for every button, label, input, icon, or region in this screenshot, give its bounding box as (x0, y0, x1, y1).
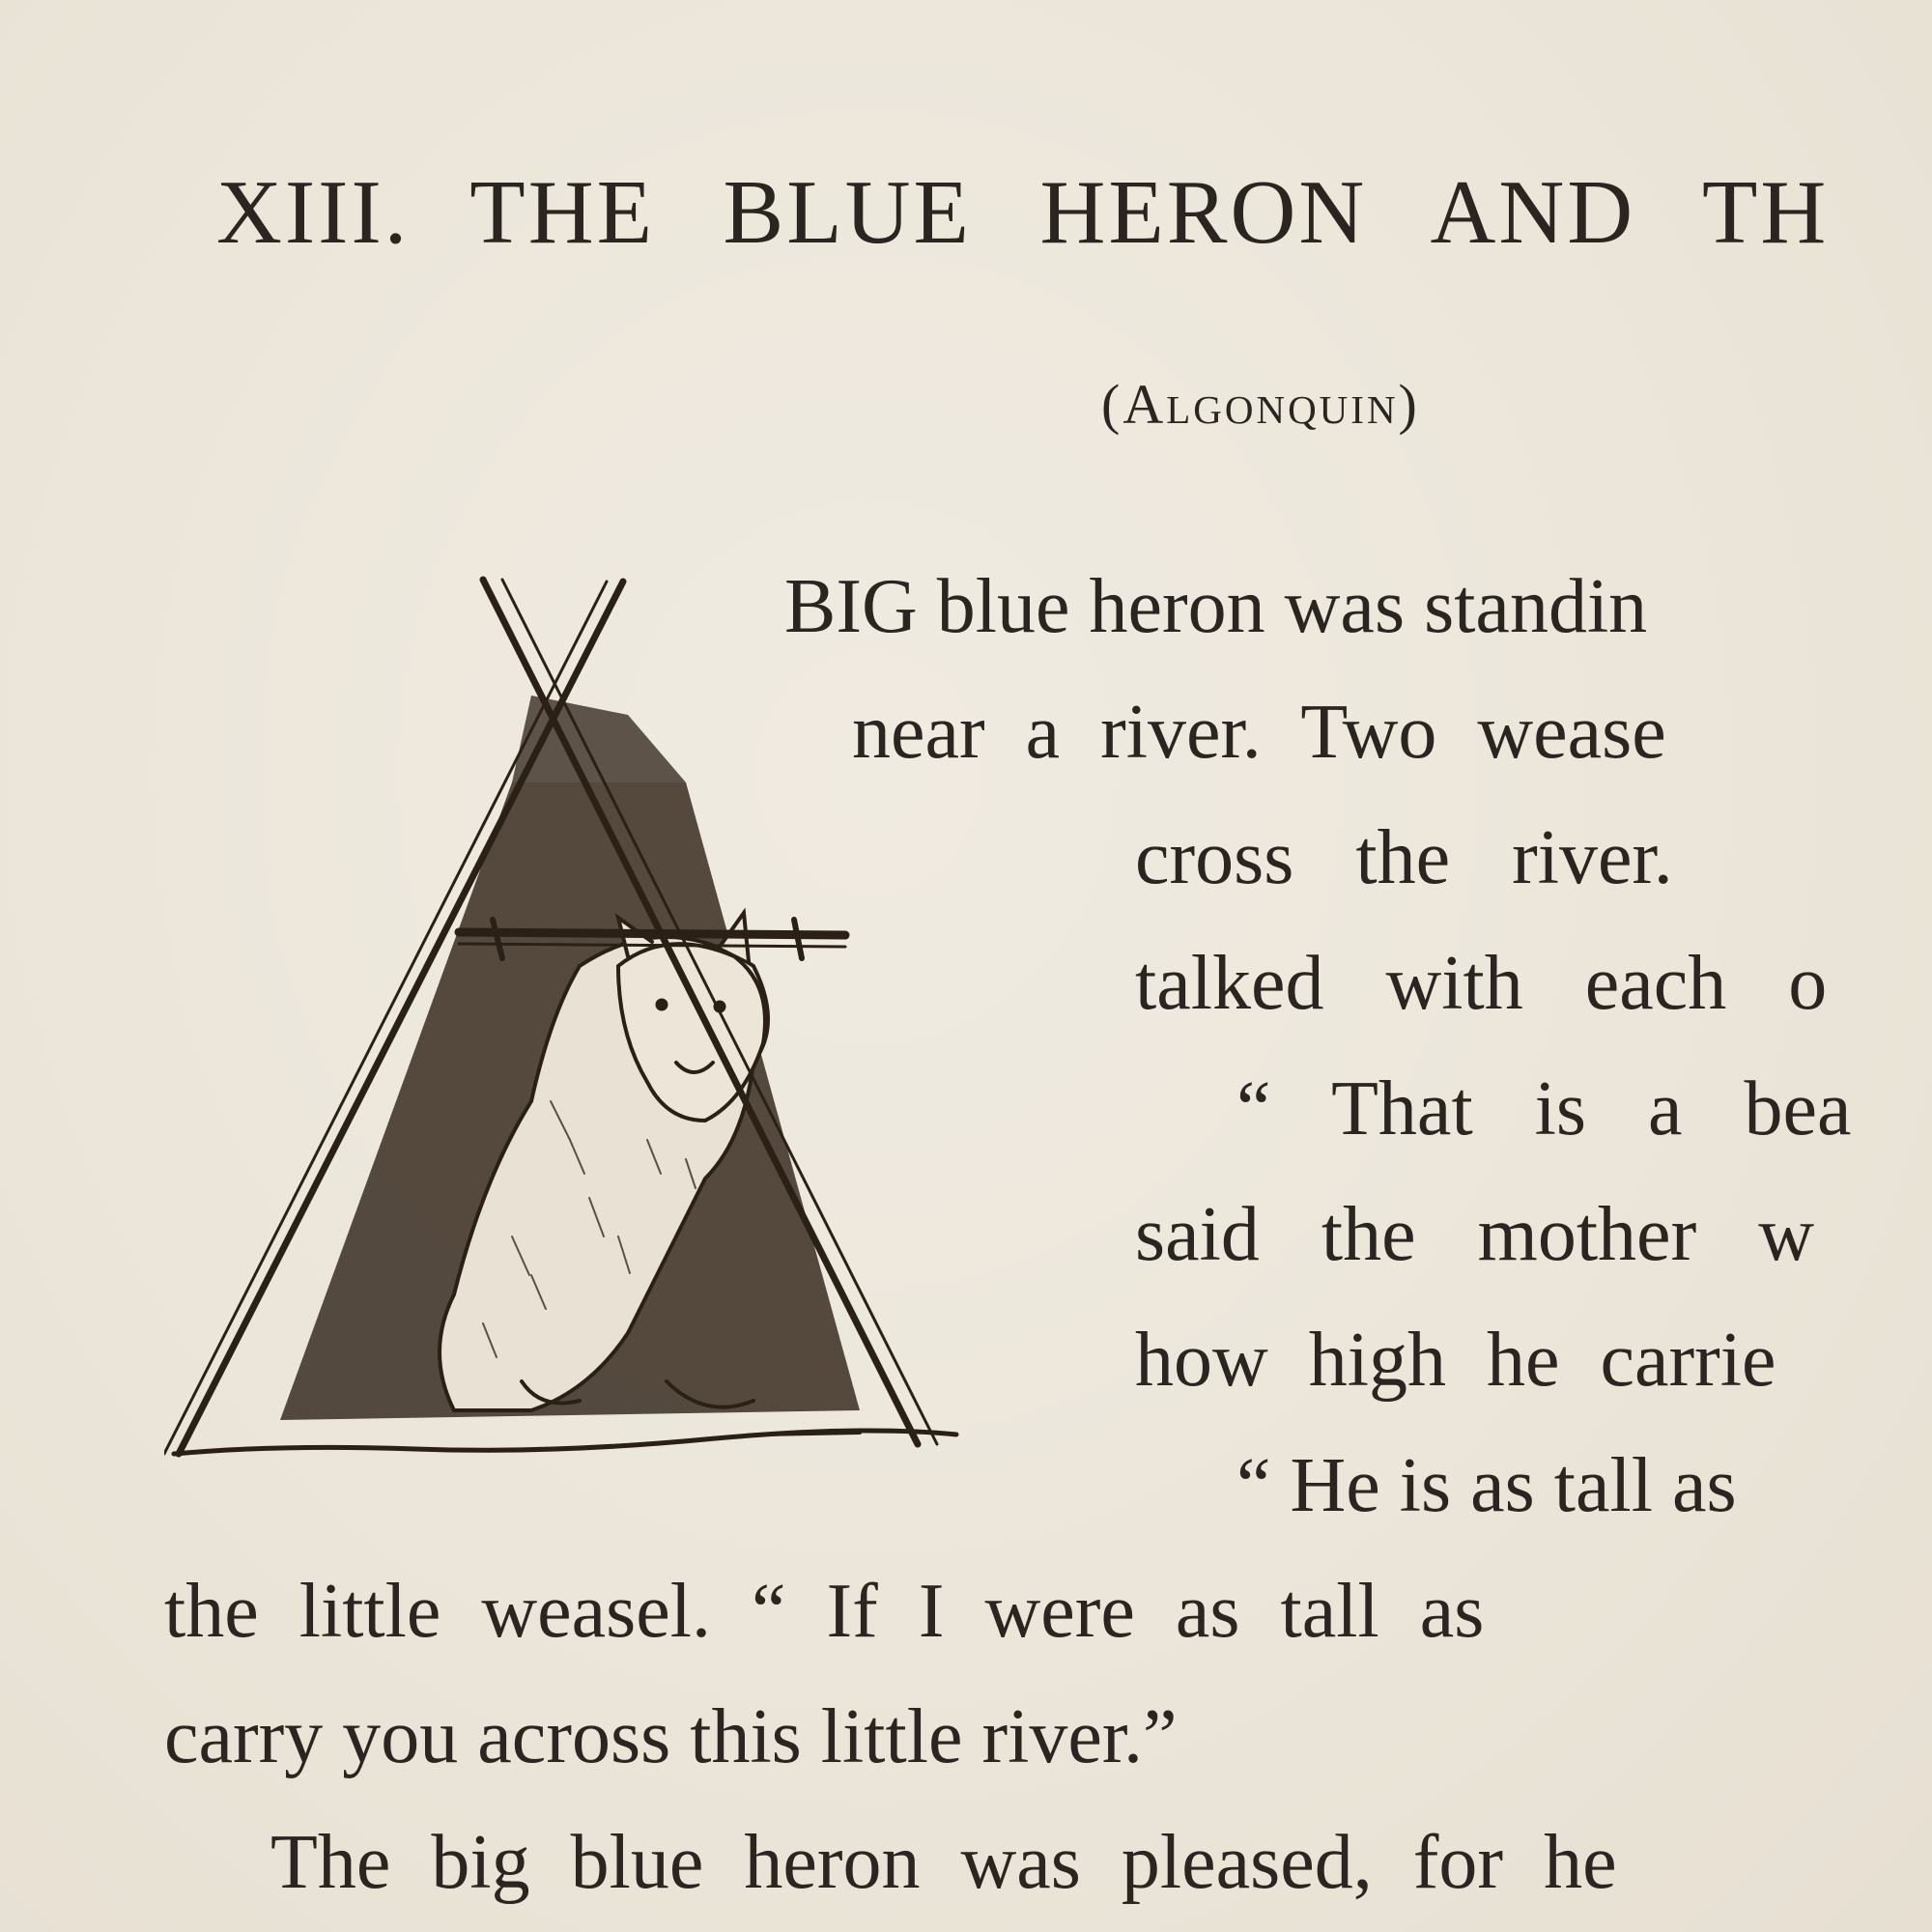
body-line-4: talked with each o (1135, 941, 1828, 1026)
body-line-5: “ That is a bea (1236, 1066, 1852, 1151)
body-line-8: “ He is as tall as (1236, 1443, 1737, 1528)
body-line-11: The big blue heron was pleased, for he (270, 1820, 1617, 1905)
body-line-3: cross the river. (1135, 815, 1673, 900)
chapter-numeral: XIII. (216, 162, 411, 263)
body-line-2: near a river. Two wease (852, 690, 1666, 775)
body-line-10: carry you across this little river.” (164, 1694, 1178, 1779)
chapter-title: THE BLUE HERON AND TH (469, 162, 1830, 263)
chapter-heading (216, 162, 1889, 263)
body-line-7: how high he carrie (1135, 1318, 1776, 1403)
chapter-subheading: (Algonquin) (1101, 373, 1420, 436)
body-line-6: said the mother w (1135, 1192, 1814, 1277)
body-line-9: the little weasel. “ If I were as tall as (164, 1569, 1485, 1654)
body-line-1: BIG blue heron was standin (784, 564, 1648, 649)
